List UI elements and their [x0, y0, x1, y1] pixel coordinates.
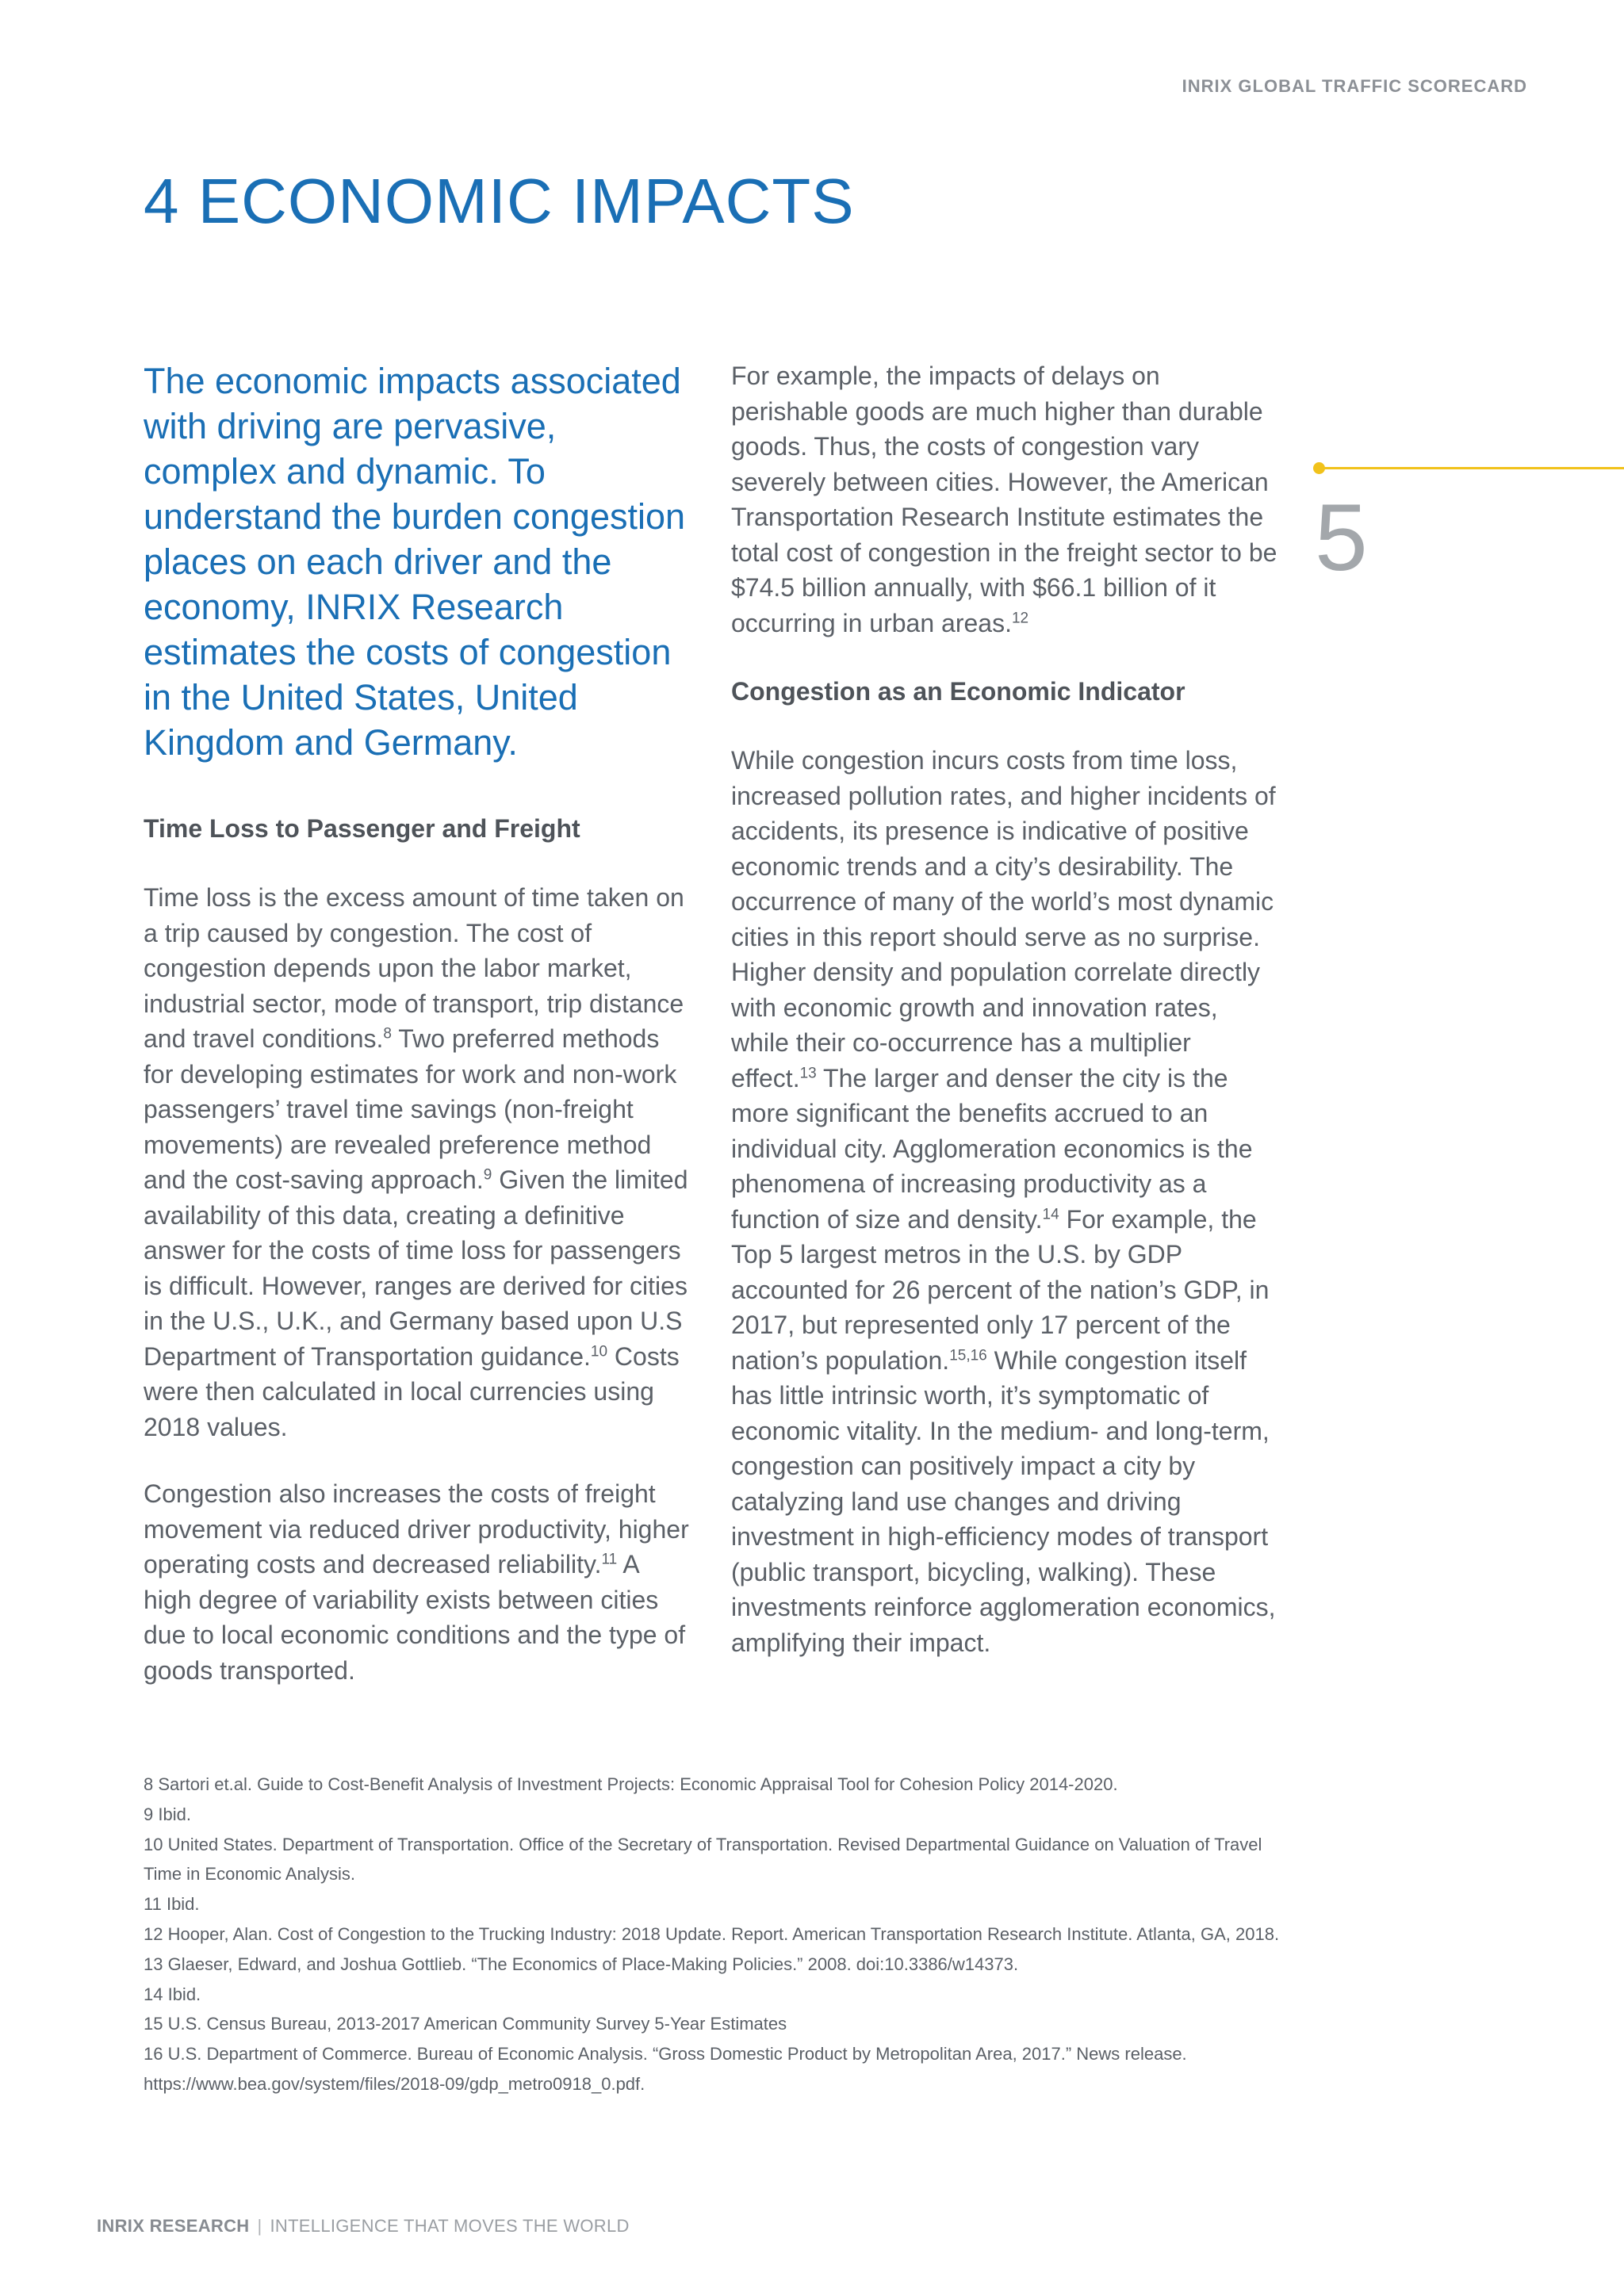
page-marker-dot	[1313, 462, 1325, 474]
footnote: 13 Glaeser, Edward, and Joshua Gottlieb. “The Economics of Place-Making Policies.” 2008. doi:10.3386/w14373.	[144, 1954, 1019, 1974]
footnote: 16 U.S. Department of Commerce. Bureau of Economic Analysis. “Gross Domestic Product by Metropolitan Area, 2017.” News release. https://www.bea.gov/system/files/2018-09/gdp_metro0918_0.pdf.	[144, 2044, 1187, 2094]
paragraph-text: Time loss is the excess amount of time taken on a trip caused by congestion. The cost of congestion depends upon the labor market, industrial sector, mode of transport, trip distance and travel conditions.	[144, 883, 684, 1053]
paragraph-text: The larger and denser the city is the more significant the benefits accrued to an individual city. Agglomeration economics is the phenomena of increasing productivity as a function of size and density.	[731, 1063, 1253, 1234]
footer-separator: |	[257, 2216, 262, 2236]
page-marker-rule	[1320, 467, 1624, 469]
right-column	[731, 358, 1278, 1692]
lead-paragraph: The economic impacts associated with driving are pervasive, complex and dynamic. To understand the burden congestion places on each driver and the economy, INRIX Research estimates the costs of congestion in the United States, United Kingdom and Germany.	[144, 361, 686, 763]
footnote: 11 Ibid.	[144, 1894, 200, 1915]
body-paragraph	[144, 880, 691, 1445]
footer-brand: INRIX RESEARCH	[97, 2216, 250, 2236]
section-heading-economic-indicator: Congestion as an Economic Indicator	[731, 677, 1185, 706]
footnote: 9 Ibid.	[144, 1804, 191, 1824]
paragraph-text: A high degree of variability exists between cities due to local economic conditions and the type of goods transported.	[144, 1550, 686, 1685]
left-column	[144, 358, 691, 1720]
footnote: 14 Ibid.	[144, 1984, 201, 2004]
header-label: INRIX GLOBAL TRAFFIC SCORECARD	[1182, 76, 1527, 96]
footer-tagline: INTELLIGENCE THAT MOVES THE WORLD	[270, 2216, 630, 2236]
page-footer	[97, 2216, 630, 2237]
page-number: 5	[1315, 484, 1368, 591]
footnote: 8 Sartori et.al. Guide to Cost-Benefit Analysis of Investment Projects: Economic Appraisal Tool for Cohesion Policy 2014-2020.	[144, 1774, 1118, 1794]
body-paragraph	[144, 1476, 691, 1688]
footnotes	[144, 1770, 1285, 2099]
paragraph-text: Costs were then calculated in local currencies using 2018 values.	[144, 1341, 680, 1441]
footnote-ref: 10	[590, 1342, 608, 1360]
paragraph-text: Two preferred methods for developing estimates for work and non-work passengers’ travel time savings (non-freight movements) are revealed preference method and the cost-saving approach.	[144, 1024, 677, 1194]
footnote: 15 U.S. Census Bureau, 2013-2017 American Community Survey 5-Year Estimates	[144, 2014, 787, 2034]
footnote-ref: 12	[1011, 609, 1029, 626]
paragraph-text: For example, the Top 5 largest metros in the U.S. by GDP accounted for 26 percent of the nation’s GDP, in 2017, but represented only 17 percent of the nation’s population.	[731, 1204, 1270, 1375]
paragraph-text: For example, the impacts of delays on perishable goods are much higher than durable goods. Thus, the costs of congestion vary severely between cities. However, the American Transportation Research Institute estimates the total cost of congestion in the freight sector to be $74.5 billion annually, with $66.1 billion of it occurring in urban areas.	[731, 362, 1277, 637]
footnote-ref: 14	[1042, 1205, 1059, 1223]
paragraph-text: While congestion incurs costs from time loss, increased pollution rates, and higher incidents of accidents, its presence is indicative of positive economic trends and a city’s desirability. The occurrence of many of the world’s most dynamic cities in this report should serve as no surprise. Higher density and population correlate directly with economic growth and innovation rates, while their co-occurrence has a multiplier effect.	[731, 746, 1276, 1093]
footnote-ref: 11	[601, 1551, 618, 1568]
footnote: 10 United States. Department of Transportation. Office of the Secretary of Transportation. Revised Departmental Guidance on Valuation of Travel Time in Economic Analysis.	[144, 1834, 1262, 1885]
page-title: 4 ECONOMIC IMPACTS	[144, 166, 855, 236]
section-heading-time-loss: Time Loss to Passenger and Freight	[144, 814, 580, 843]
paragraph-text: Given the limited availability of this data, creating a definitive answer for the costs of time loss for passengers is difficult. However, ranges are derived for cities in the U.S., U.K., and Germany based upon U.S Department of Transportation guidance.	[144, 1165, 688, 1371]
body-paragraph	[731, 358, 1278, 641]
paragraph-text: Congestion also increases the costs of freight movement via reduced driver productivity, higher operating costs and decreased reliability.	[144, 1479, 689, 1578]
footnote-ref: 9	[483, 1166, 492, 1184]
footnote-ref: 13	[799, 1064, 817, 1081]
footnote-ref: 8	[383, 1025, 392, 1043]
body-paragraph	[731, 743, 1278, 1660]
footnote-ref: 15,16	[949, 1346, 987, 1364]
footnote: 12 Hooper, Alan. Cost of Congestion to the Trucking Industry: 2018 Update. Report. American Transportation Research Institute. Atlanta, GA, 2018.	[144, 1923, 1280, 1944]
paragraph-text: While congestion itself has little intrinsic worth, it’s symptomatic of economic vitality. In the medium- and long-term, congestion can positively impact a city by catalyzing land use changes and driving investment in high-efficiency modes of transport (public transport, bicycling, walking). These investments reinforce agglomeration economics, amplifying their impact.	[731, 1345, 1276, 1657]
